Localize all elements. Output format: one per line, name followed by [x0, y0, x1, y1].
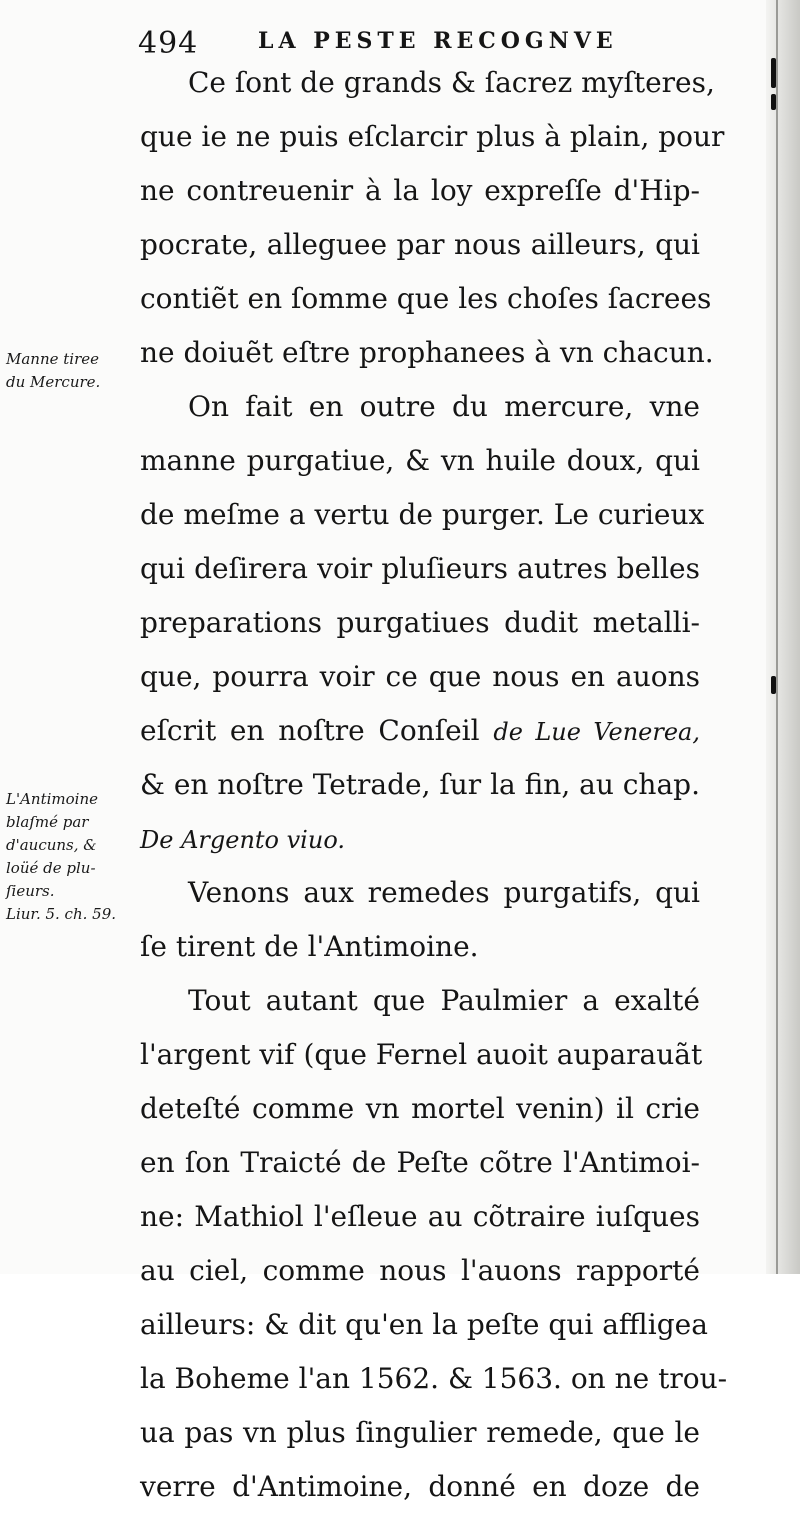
- text-line: ſe tirent de l'Antimoine.: [140, 930, 479, 963]
- text-line: contiẽt en ſomme que les choſes ſacrees: [140, 282, 712, 315]
- page-gutter: [766, 0, 800, 1274]
- text-line: ne: Mathiol l'eſleue au cõtraire iuſques: [140, 1200, 700, 1233]
- margin-note-manne: [6, 348, 100, 394]
- edge-mark: [771, 676, 776, 694]
- text-span: eſcrit en noſtre Conſeil: [140, 714, 480, 747]
- margin-note-line: Liur. 5. ch. 59.: [6, 905, 117, 923]
- text-line: Tout autant que Paulmier a exalté: [188, 984, 700, 1017]
- text-line: manne purgatiue, & vn huile doux, qui: [140, 444, 700, 477]
- italic-title: De Argento viuo.: [140, 826, 345, 854]
- edge-mark: [771, 58, 776, 88]
- text-line: deteſté comme vn mortel venin) il crie: [140, 1092, 700, 1125]
- text-line: la Boheme l'an 1562. & 1563. on ne trou-: [140, 1362, 728, 1395]
- margin-note-line: Manne tiree: [6, 350, 100, 368]
- gutter-line: [776, 0, 778, 1274]
- margin-note-antimoine: [6, 788, 116, 926]
- text-line: ne doiuẽt eſtre prophanees à vn chacun.: [140, 336, 714, 369]
- text-line: de meſme a vertu de purger. Le curieux: [140, 498, 705, 531]
- text-line: que ie ne puis eſclarcir plus à plain, pour: [140, 120, 725, 153]
- text-line: l'argent vif (que Fernel auoit auparauãt: [140, 1038, 703, 1071]
- margin-note-line: blaſmé par: [6, 813, 89, 831]
- margin-note-line: du Mercure.: [6, 373, 101, 391]
- italic-title: de Lue Venerea,: [493, 718, 700, 746]
- text-line: verre d'Antimoine, donné en doze de: [140, 1470, 700, 1503]
- text-line: ailleurs: & dit qu'en la peſte qui affligea: [140, 1308, 708, 1341]
- text-line: & en noſtre Tetrade, ſur la fin, au chap.: [140, 768, 700, 801]
- text-line: Venons aux remedes purgatifs, qui: [188, 876, 700, 909]
- text-line: ua pas vn plus ſingulier remede, que le: [140, 1416, 700, 1449]
- text-line: au ciel, comme nous l'auons rapporté: [140, 1254, 700, 1287]
- page-number: 494: [138, 26, 199, 61]
- text-line: [140, 812, 700, 866]
- margin-note-line: ſieurs.: [6, 882, 55, 900]
- text-line: en ſon Traicté de Peſte cõtre l'Antimoi-: [140, 1146, 700, 1179]
- main-text: [140, 56, 728, 1514]
- margin-note-line: loüé de plu-: [6, 859, 96, 877]
- text-line: pocrate, alleguee par nous ailleurs, qui: [140, 228, 700, 261]
- edge-mark: [771, 94, 776, 110]
- margin-note-line: d'aucuns, &: [6, 836, 97, 854]
- running-title: LA PESTE RECOGNVE: [258, 28, 618, 54]
- text-line: que, pourra voir ce que nous en auons: [140, 660, 700, 693]
- text-line: qui deſirera voir pluſieurs autres belles: [140, 552, 700, 585]
- text-line: [140, 704, 700, 758]
- text-line: preparations purgatiues dudit metalli-: [140, 606, 700, 639]
- text-line: On fait en outre du mercure, vne: [188, 390, 700, 423]
- margin-note-line: L'Antimoine: [6, 790, 98, 808]
- text-line: Ce ſont de grands & ſacrez myſteres,: [188, 66, 715, 99]
- text-line: ne contreuenir à la loy expreſſe d'Hip-: [140, 174, 700, 207]
